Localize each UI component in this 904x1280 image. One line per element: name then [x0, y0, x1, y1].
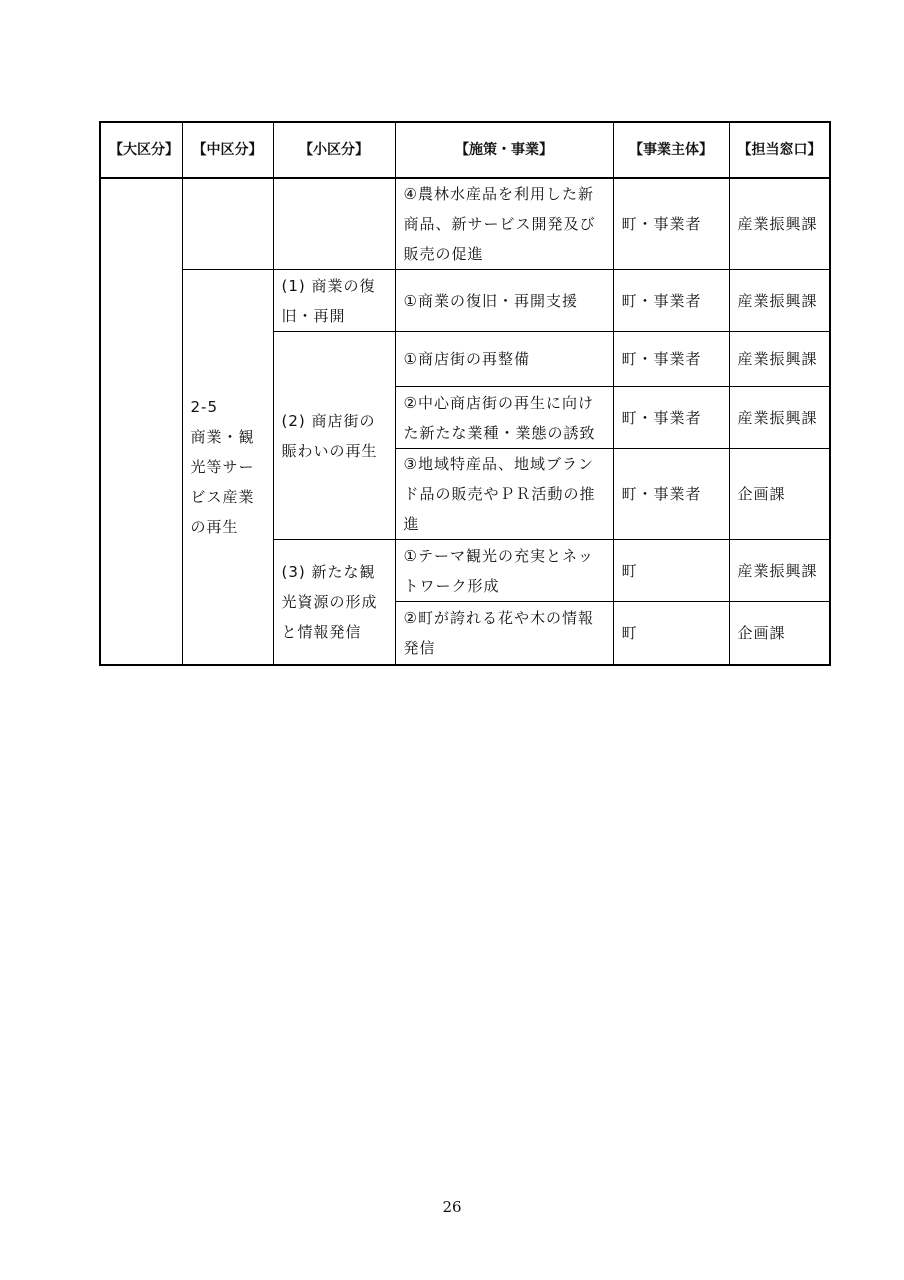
table-header-row — [100, 122, 830, 178]
shutai-cell: 町 — [613, 602, 729, 666]
shutai-cell: 町・事業者 — [613, 332, 729, 387]
header-chu-kubun: 【中区分】 — [182, 122, 273, 178]
shutai-cell: 町・事業者 — [613, 178, 729, 270]
reconstruction-plan-table — [99, 121, 831, 666]
table-row — [100, 270, 830, 332]
madoguchi-cell: 企画課 — [729, 449, 830, 540]
shisaku-cell: ④農林水産品を利用した新商品、新サービス開発及び販売の促進 — [395, 178, 613, 270]
dai-kubun-cell — [100, 178, 182, 665]
madoguchi-cell: 産業振興課 — [729, 178, 830, 270]
shisaku-cell: ①テーマ観光の充実とネットワーク形成 — [395, 540, 613, 602]
madoguchi-cell: 産業振興課 — [729, 387, 830, 449]
shutai-cell: 町・事業者 — [613, 270, 729, 332]
sho-kubun-1: (1) 商業の復旧・再開 — [273, 270, 395, 332]
madoguchi-cell: 産業振興課 — [729, 540, 830, 602]
madoguchi-cell: 産業振興課 — [729, 332, 830, 387]
sho-kubun-3: (3) 新たな観光資源の形成と情報発信 — [273, 540, 395, 666]
shutai-cell: 町 — [613, 540, 729, 602]
sho-kubun-2: (2) 商店街の賑わいの再生 — [273, 332, 395, 540]
shisaku-cell: ③地域特産品、地域ブランド品の販売やＰＲ活動の推進 — [395, 449, 613, 540]
shutai-cell: 町・事業者 — [613, 449, 729, 540]
header-tanto-madoguchi: 【担当窓口】 — [729, 122, 830, 178]
shisaku-cell: ①商店街の再整備 — [395, 332, 613, 387]
chu-kubun-cell — [182, 178, 273, 270]
header-dai-kubun: 【大区分】 — [100, 122, 182, 178]
shisaku-cell: ②町が誇れる花や木の情報発信 — [395, 602, 613, 666]
sho-kubun-cell — [273, 178, 395, 270]
page-number: 26 — [442, 1198, 462, 1216]
header-jigyo-shutai: 【事業主体】 — [613, 122, 729, 178]
chu-kubun-2-5: 2-5 商業・観光等サービス産業の再生 — [182, 270, 273, 666]
shisaku-cell: ①商業の復旧・再開支援 — [395, 270, 613, 332]
madoguchi-cell: 産業振興課 — [729, 270, 830, 332]
shutai-cell: 町・事業者 — [613, 387, 729, 449]
madoguchi-cell: 企画課 — [729, 602, 830, 666]
shisaku-cell: ②中心商店街の再生に向けた新たな業種・業態の誘致 — [395, 387, 613, 449]
header-sho-kubun: 【小区分】 — [273, 122, 395, 178]
table-row — [100, 178, 830, 270]
header-shisaku-jigyo: 【施策・事業】 — [395, 122, 613, 178]
